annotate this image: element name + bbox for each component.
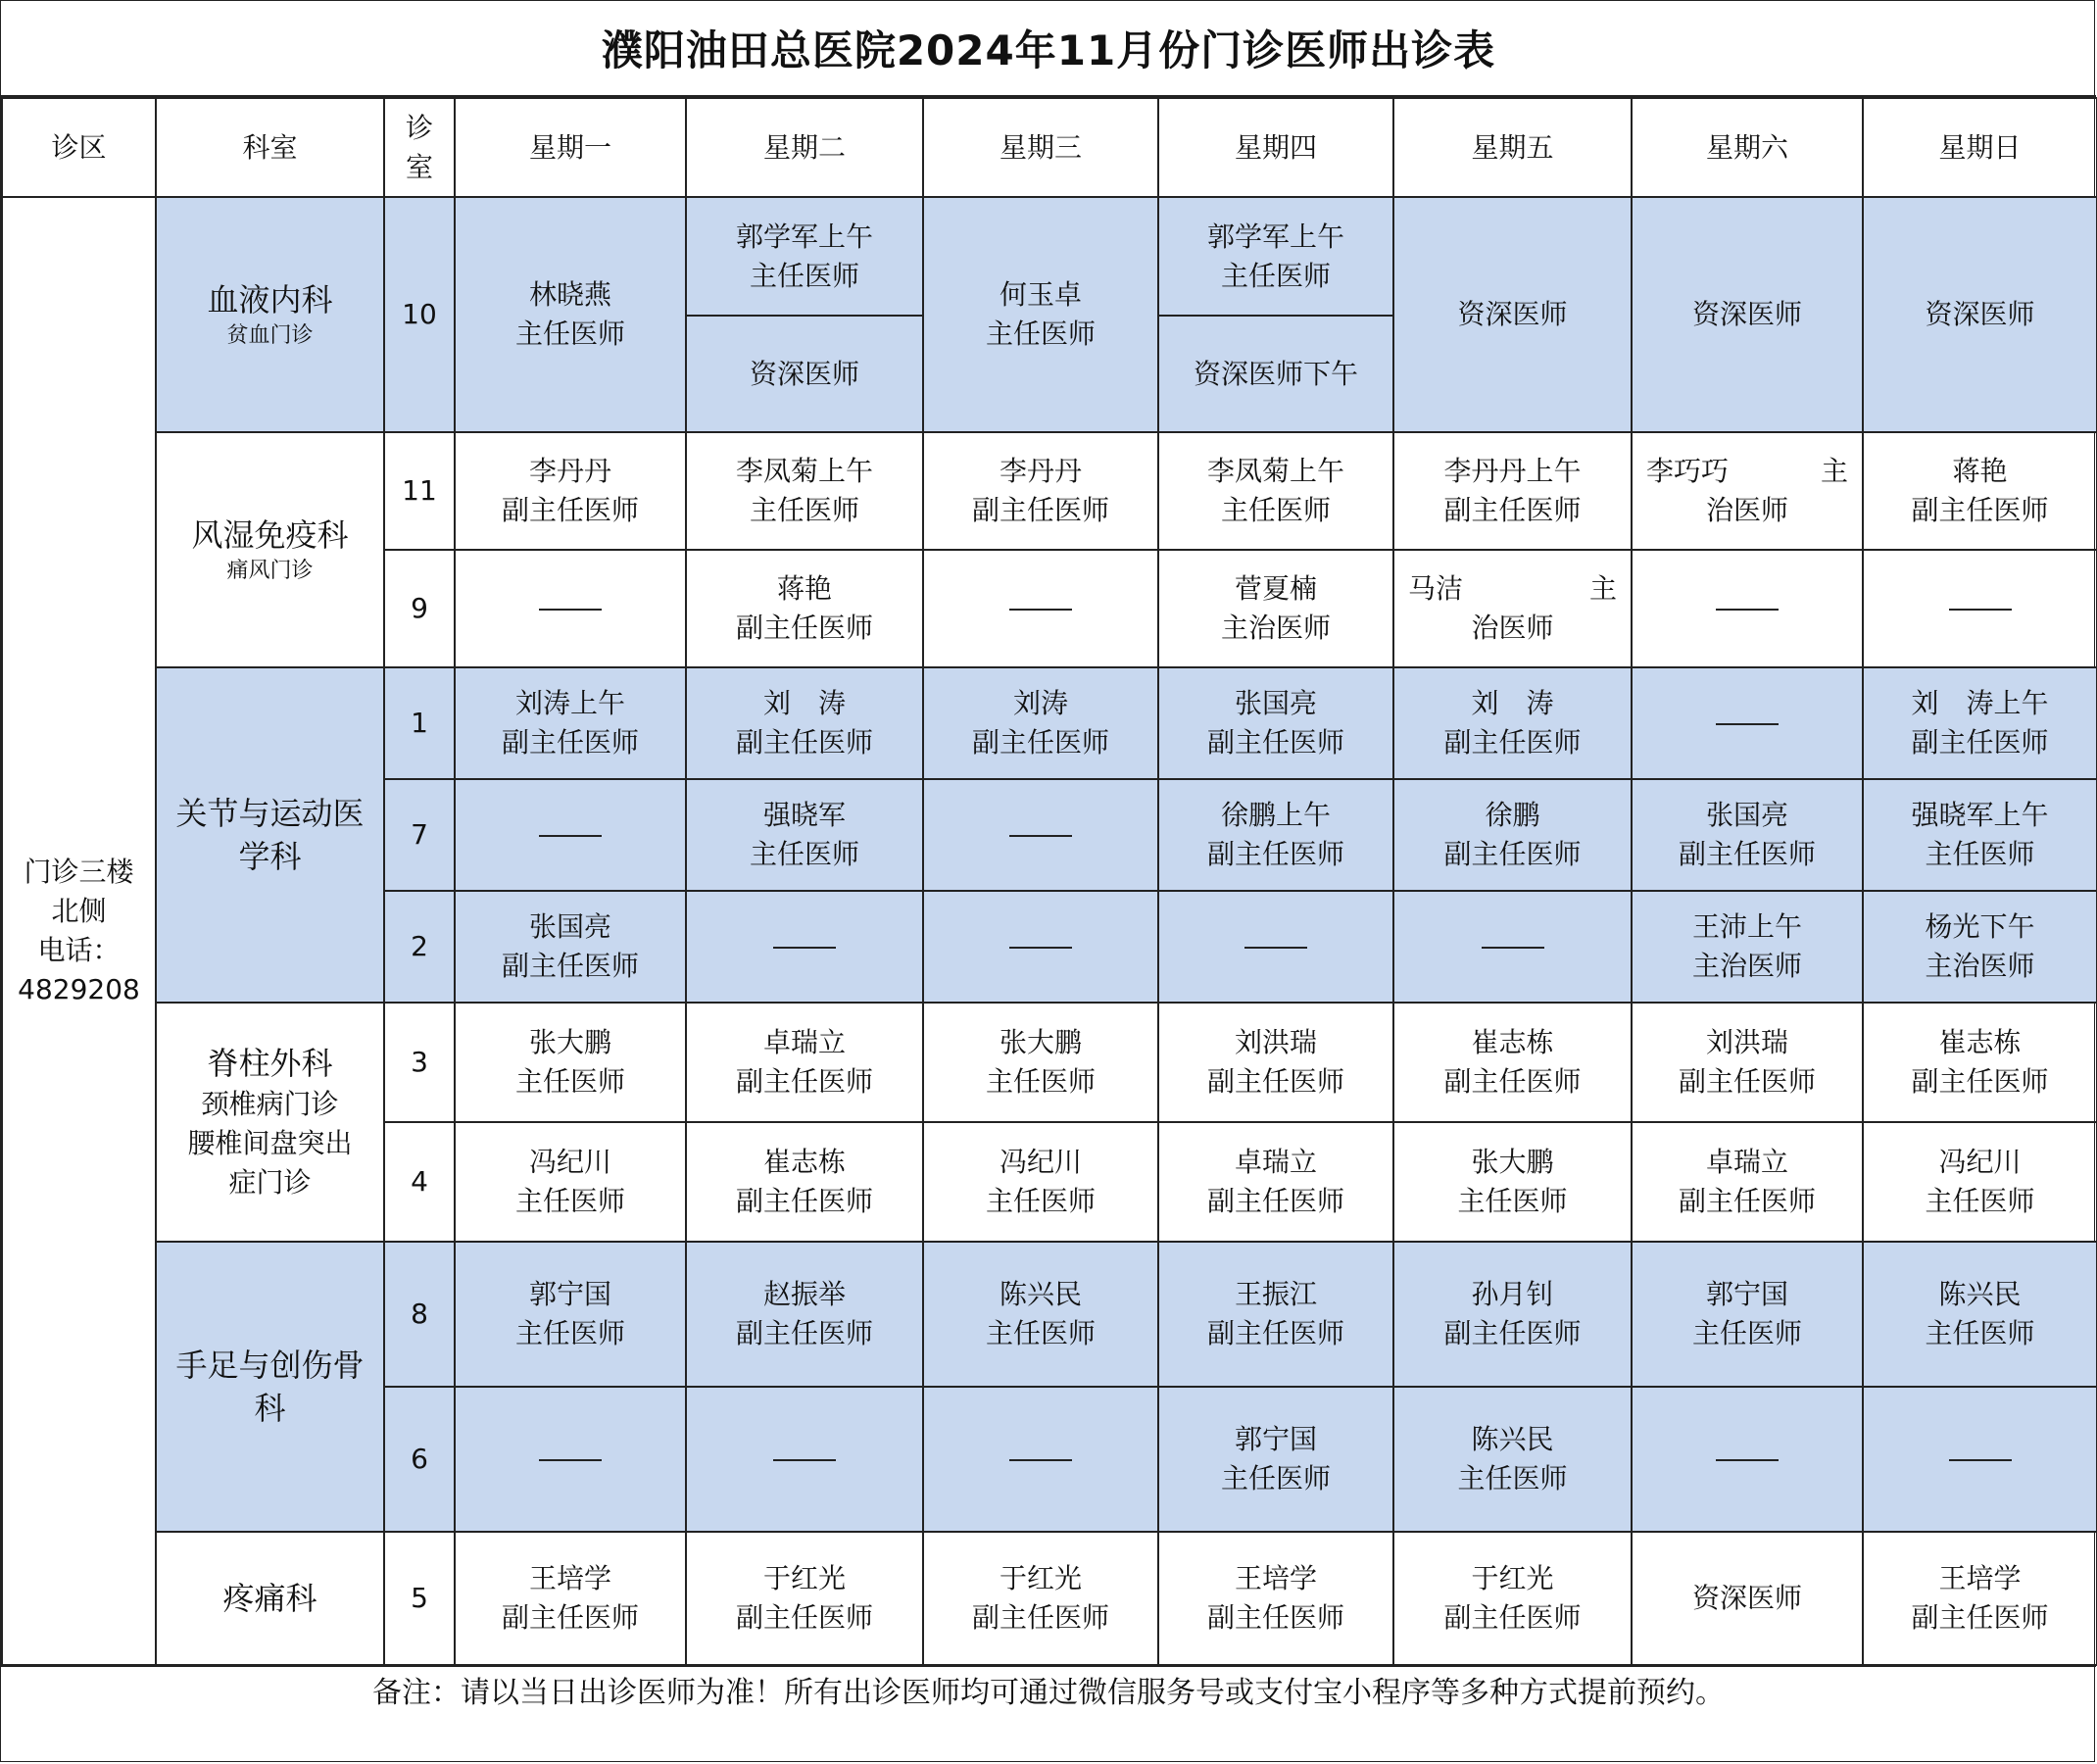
doctor-name: 菅夏楠: [1234, 572, 1317, 605]
empty-dash: [1009, 1459, 1072, 1461]
doctor-title: 主任医师: [1925, 1185, 2035, 1217]
empty-dash: [539, 609, 602, 611]
doctor-name: 崔志栋: [1471, 1026, 1554, 1058]
schedule-cell: [1393, 432, 1632, 550]
room-number: 5: [384, 1532, 455, 1665]
doctor-name: 刘 涛上午: [1911, 687, 2049, 719]
schedule-cell: 资深医师: [1632, 1532, 1863, 1665]
dept-rheumatology: [156, 432, 384, 667]
doctor-name: 林晓燕: [528, 278, 611, 311]
doctor-name: 于红光: [762, 1562, 846, 1594]
dept-sub: 颈椎病门诊: [201, 1088, 339, 1120]
doctor-name: 孙月钊: [1471, 1278, 1554, 1310]
doctor-name: 于红光: [1471, 1562, 1554, 1594]
doctor-title: 副主任医师: [1206, 1185, 1344, 1217]
header-row: [2, 98, 2097, 197]
table-row: [2, 432, 2097, 550]
doctor-title: 主任医师: [1925, 1317, 2035, 1349]
schedule-cell: [686, 779, 923, 891]
room-number: 8: [384, 1242, 455, 1387]
doctor-title: 副主任医师: [1206, 1065, 1344, 1098]
doctor-title: 治医师: [1471, 612, 1554, 644]
doctor-name: 王培学: [1938, 1562, 2022, 1594]
doctor-title: 副主任医师: [501, 950, 639, 982]
doctor-title: 副主任医师: [1443, 838, 1582, 870]
doctor-name: 张大鹏: [1471, 1146, 1554, 1178]
doctor-title: 副主任医师: [735, 1601, 873, 1634]
schedule-cell-empty: [923, 779, 1158, 891]
schedule-cell-empty: [923, 550, 1158, 667]
room-number: 2: [384, 891, 455, 1003]
schedule-cell: [1393, 1122, 1632, 1242]
doctor-name: 崔志栋: [762, 1146, 846, 1178]
schedule-cell: [1393, 1532, 1632, 1665]
schedule-cell: [686, 1242, 923, 1387]
schedule-cell: [455, 197, 686, 432]
doctor-name: 郭宁国: [1234, 1423, 1317, 1455]
schedule-cell-empty: [686, 1387, 923, 1532]
doctor-name: 王振江: [1234, 1278, 1317, 1310]
schedule-cell: [1863, 891, 2097, 1003]
schedule-cell: [1393, 550, 1632, 667]
empty-dash: [1716, 1459, 1779, 1461]
doctor-name: 张大鹏: [528, 1026, 611, 1058]
doctor-title: 主任医师: [514, 1065, 625, 1098]
schedule-cell: [455, 1532, 686, 1665]
dept-hematology: [156, 197, 384, 432]
schedule-cell: [923, 197, 1158, 432]
doctor-title: 主任医师: [1457, 1462, 1568, 1494]
schedule-cell: [1158, 1532, 1393, 1665]
schedule-cell: [1158, 1242, 1393, 1387]
schedule-cell: [1863, 1122, 2097, 1242]
empty-dash: [1482, 947, 1544, 949]
room-number: 3: [384, 1003, 455, 1122]
doctor-title: 副主任医师: [971, 494, 1109, 526]
schedule-cell: [1158, 197, 1393, 316]
doctor-title: 副主任医师: [971, 1601, 1109, 1634]
doctor-title: 副主任医师: [735, 1317, 873, 1349]
table-row: [2, 1242, 2097, 1387]
doctor-name: 卓瑞立: [1705, 1146, 1788, 1178]
dept-sub: 腰椎间盘突出: [187, 1127, 353, 1159]
dept-hand: [156, 1242, 384, 1532]
zone-cell: [2, 197, 156, 1665]
schedule-cell: [1393, 779, 1632, 891]
doctor-title: 主任医师: [749, 838, 859, 870]
doctor-name: 冯纪川: [999, 1146, 1082, 1178]
schedule-cell: [686, 1003, 923, 1122]
schedule-cell: [455, 432, 686, 550]
schedule-cell: 资深医师: [1632, 197, 1863, 432]
schedule-cell-empty: [1632, 1387, 1863, 1532]
room-number: 11: [384, 432, 455, 550]
doctor-name: 刘洪瑞: [1234, 1026, 1317, 1058]
doctor-name: 刘 涛: [762, 687, 846, 719]
header-day: 星期三: [923, 98, 1158, 197]
doctor-title: 副主任医师: [1206, 726, 1344, 759]
doctor-name: 卓瑞立: [762, 1026, 846, 1058]
doctor-title: 主任医师: [514, 1317, 625, 1349]
doctor-title: 主任医师: [749, 494, 859, 526]
table-row: [2, 197, 2097, 316]
header-room-line1: 诊: [405, 111, 433, 144]
doctor-name: 郭宁国: [1705, 1278, 1788, 1310]
schedule-cell: [1393, 1242, 1632, 1387]
schedule-cell-empty: [1863, 550, 2097, 667]
doctor-name: 马洁: [1408, 572, 1464, 605]
schedule-cell: [1863, 667, 2097, 779]
doctor-name: 陈兴民: [999, 1278, 1082, 1310]
schedule-cell: 资深医师: [1863, 197, 2097, 432]
doctor-title: 副主任医师: [735, 1185, 873, 1217]
schedule-cell: [455, 1003, 686, 1122]
schedule-cell: 资深医师: [686, 316, 923, 432]
doctor-name: 张国亮: [1705, 799, 1788, 831]
schedule-cell: 资深医师: [1393, 197, 1632, 432]
doctor-title: 主治医师: [1691, 950, 1802, 982]
dept-sub: 症门诊: [228, 1166, 312, 1199]
dept-sub: 贫血门诊: [226, 323, 314, 348]
schedule-cell: [1863, 1242, 2097, 1387]
schedule-cell: [686, 1122, 923, 1242]
header-day: 星期二: [686, 98, 923, 197]
doctor-title: 治医师: [1705, 494, 1788, 526]
empty-dash: [1949, 1459, 2012, 1461]
dept-name: 疼痛科: [222, 1580, 317, 1617]
schedule-cell: [1393, 1387, 1632, 1532]
doctor-title: 副主任医师: [1911, 1065, 2049, 1098]
dept-name: 手足与创伤骨: [175, 1347, 365, 1384]
zone-line: 电话：: [37, 934, 121, 966]
doctor-name: 李丹丹: [999, 455, 1082, 487]
doctor-title: 副主任医师: [1911, 1601, 2049, 1634]
schedule-cell: [1158, 432, 1393, 550]
doctor-title: 副主任医师: [1443, 1317, 1582, 1349]
schedule-cell: [923, 1003, 1158, 1122]
doctor-title: 主任医师: [514, 318, 625, 350]
room-number: 10: [384, 197, 455, 432]
doctor-name: 陈兴民: [1938, 1278, 2022, 1310]
schedule-cell: [1158, 779, 1393, 891]
room-number: 9: [384, 550, 455, 667]
doctor-name: 刘涛: [1012, 687, 1068, 719]
schedule-cell: [686, 667, 923, 779]
zone-phone: 4829208: [18, 973, 140, 1005]
doctor-title: 主任医师: [985, 1065, 1096, 1098]
doctor-title: 主任医师: [514, 1185, 625, 1217]
schedule-cell: [923, 667, 1158, 779]
doctor-name: 李凤菊上午: [735, 455, 873, 487]
schedule-cell-empty: [923, 891, 1158, 1003]
doctor-title: 副主任医师: [735, 612, 873, 644]
dept-pain: [156, 1532, 384, 1665]
doctor-title: 副主任医师: [971, 726, 1109, 759]
doctor-name: 王培学: [1234, 1562, 1317, 1594]
header-day: 星期一: [455, 98, 686, 197]
doctor-title: 副主任医师: [1678, 1185, 1816, 1217]
schedule-cell: [1158, 1387, 1393, 1532]
doctor-name: 郭学军上午: [735, 220, 873, 253]
doctor-title: 副主任医师: [501, 494, 639, 526]
schedule-cell: [1632, 1242, 1863, 1387]
dept-spine: [156, 1003, 384, 1242]
header-day: 星期六: [1632, 98, 1863, 197]
dept-name: 科: [254, 1390, 286, 1427]
dept-sub: 痛风门诊: [226, 559, 314, 583]
room-number: 6: [384, 1387, 455, 1532]
schedule-cell: [686, 1532, 923, 1665]
header-room-line2: 室: [405, 150, 433, 183]
doctor-name: 李巧巧: [1646, 455, 1730, 487]
doctor-title: 副主任医师: [1443, 494, 1582, 526]
doctor-title: 主任医师: [985, 318, 1096, 350]
doctor-name: 王沛上午: [1691, 910, 1802, 943]
room-number: 7: [384, 779, 455, 891]
doctor-title: 副主任医师: [735, 726, 873, 759]
doctor-name: 刘洪瑞: [1705, 1026, 1788, 1058]
schedule-cell: [1632, 1122, 1863, 1242]
schedule-cell-empty: [1632, 667, 1863, 779]
schedule-cell: [686, 197, 923, 316]
doctor-name: 陈兴民: [1471, 1423, 1554, 1455]
doctor-name: 刘涛上午: [514, 687, 625, 719]
table-row: [2, 667, 2097, 779]
header-zone: 诊区: [2, 98, 156, 197]
doctor-name: 李凤菊上午: [1206, 455, 1344, 487]
doctor-title: 主任医师: [1925, 838, 2035, 870]
header-day: 星期日: [1863, 98, 2097, 197]
schedule-cell: [923, 1532, 1158, 1665]
doctor-title: 主任医师: [1220, 494, 1331, 526]
schedule-cell: 资深医师下午: [1158, 316, 1393, 432]
doctor-name: 何玉卓: [999, 278, 1082, 311]
doctor-name: 强晓军: [762, 799, 846, 831]
doctor-title: 主任医师: [1457, 1185, 1568, 1217]
doctor-name: 张国亮: [1234, 687, 1317, 719]
schedule-cell: [1863, 432, 2097, 550]
schedule-cell: [1632, 1003, 1863, 1122]
empty-dash: [539, 835, 602, 837]
schedule-cell: [686, 432, 923, 550]
schedule-cell: [1158, 550, 1393, 667]
doctor-title: 副主任医师: [501, 726, 639, 759]
doctor-title: 主治医师: [1925, 950, 2035, 982]
doctor-name: 卓瑞立: [1234, 1146, 1317, 1178]
doctor-name: 李丹丹上午: [1443, 455, 1582, 487]
table-row: [2, 1003, 2097, 1122]
zone-line: 北侧: [51, 895, 107, 927]
schedule-cell: [923, 1122, 1158, 1242]
doctor-name: 崔志栋: [1938, 1026, 2022, 1058]
dept-name: 脊柱外科: [207, 1045, 333, 1082]
doctor-name: 张大鹏: [999, 1026, 1082, 1058]
schedule-cell-empty: [1158, 891, 1393, 1003]
doctor-title: 副主任医师: [1911, 726, 2049, 759]
doctor-title: 副主任医师: [1206, 1317, 1344, 1349]
header-room: [384, 98, 455, 197]
table-row: [2, 1532, 2097, 1665]
doctor-name: 王培学: [528, 1562, 611, 1594]
schedule-cell: [455, 1122, 686, 1242]
doctor-name: 杨光下午: [1925, 910, 2035, 943]
room-number: 1: [384, 667, 455, 779]
doctor-name: 徐鹏上午: [1220, 799, 1331, 831]
empty-dash: [1949, 609, 2012, 611]
doctor-title: 主任医师: [1220, 1462, 1331, 1494]
footer-note: 备注：请以当日出诊医师为准！所有出诊医师均可通过微信服务号或支付宝小程序等多种方式提前预约。: [1, 1665, 2096, 1763]
dept-name: 学科: [238, 838, 302, 875]
doctor-name: 郭学军上午: [1206, 220, 1344, 253]
doctor-name: 李丹丹: [528, 455, 611, 487]
schedule-table: [1, 97, 2097, 1666]
dept-name: 风湿免疫科: [191, 516, 349, 554]
doctor-name: 蒋艳: [1952, 455, 2008, 487]
schedule-cell: [455, 891, 686, 1003]
schedule-cell-empty: [1863, 1387, 2097, 1532]
doctor-title: 副主任医师: [735, 1065, 873, 1098]
empty-dash: [1716, 723, 1779, 725]
schedule-cell: [1158, 1122, 1393, 1242]
schedule-cell-empty: [1632, 550, 1863, 667]
schedule-cell-empty: [455, 779, 686, 891]
schedule-cell: [1632, 891, 1863, 1003]
doctor-name: 郭宁国: [528, 1278, 611, 1310]
doctor-title: 主任医师: [1220, 259, 1331, 292]
doctor-title: 副主任医师: [1206, 1601, 1344, 1634]
doctor-name: 冯纪川: [1938, 1146, 2022, 1178]
schedule-cell: [1158, 1003, 1393, 1122]
schedule-cell-empty: [923, 1387, 1158, 1532]
schedule-cell-empty: [455, 550, 686, 667]
schedule-cell: [1393, 1003, 1632, 1122]
doctor-title: 主任医师: [985, 1317, 1096, 1349]
dept-name: 血液内科: [207, 281, 333, 318]
doctor-title: 副主任医师: [501, 1601, 639, 1634]
doctor-name: 冯纪川: [528, 1146, 611, 1178]
doctor-title: 主任医师: [985, 1185, 1096, 1217]
doctor-name: 于红光: [999, 1562, 1082, 1594]
doctor-title: 副主任医师: [1678, 838, 1816, 870]
schedule-cell-empty: [1393, 891, 1632, 1003]
doctor-name: 蒋艳: [776, 572, 832, 605]
doctor-title-part: 主: [1588, 572, 1617, 605]
doctor-title: 主治医师: [1220, 612, 1331, 644]
room-number: 4: [384, 1122, 455, 1242]
schedule-cell: [1158, 667, 1393, 779]
header-day: 星期五: [1393, 98, 1632, 197]
schedule-cell: [1632, 432, 1863, 550]
page-title: 濮阳油田总医院2024年11月份门诊医师出诊表: [1, 1, 2096, 97]
schedule-cell: [1393, 667, 1632, 779]
doctor-title: 副主任医师: [1443, 1601, 1582, 1634]
doctor-title-part: 主: [1820, 455, 1848, 487]
zone-line: 门诊三楼: [24, 856, 134, 888]
schedule-cell-empty: [686, 891, 923, 1003]
header-day: 星期四: [1158, 98, 1393, 197]
empty-dash: [773, 947, 836, 949]
doctor-title: 副主任医师: [1678, 1065, 1816, 1098]
doctor-name: 张国亮: [528, 910, 611, 943]
schedule-cell: [1632, 779, 1863, 891]
empty-dash: [1244, 947, 1307, 949]
schedule-cell: [1863, 1532, 2097, 1665]
empty-dash: [773, 1459, 836, 1461]
doctor-name: 赵振举: [762, 1278, 846, 1310]
schedule-cell: [455, 1242, 686, 1387]
empty-dash: [1009, 835, 1072, 837]
empty-dash: [539, 1459, 602, 1461]
header-dept: 科室: [156, 98, 384, 197]
empty-dash: [1716, 609, 1779, 611]
doctor-title: 主任医师: [1691, 1317, 1802, 1349]
schedule-cell: [455, 667, 686, 779]
empty-dash: [1009, 947, 1072, 949]
doctor-title: 副主任医师: [1911, 494, 2049, 526]
dept-joint: [156, 667, 384, 1003]
doctor-name: 刘 涛: [1471, 687, 1554, 719]
schedule-cell: [923, 432, 1158, 550]
schedule-cell: [1863, 779, 2097, 891]
doctor-name: 徐鹏: [1485, 799, 1540, 831]
doctor-title: 副主任医师: [1443, 726, 1582, 759]
doctor-title: 副主任医师: [1443, 1065, 1582, 1098]
schedule-cell: [1863, 1003, 2097, 1122]
empty-dash: [1009, 609, 1072, 611]
schedule-cell: [923, 1242, 1158, 1387]
schedule-cell: [686, 550, 923, 667]
doctor-name: 强晓军上午: [1911, 799, 2049, 831]
dept-name: 关节与运动医: [175, 795, 365, 832]
doctor-title: 副主任医师: [1206, 838, 1344, 870]
schedule-cell-empty: [455, 1387, 686, 1532]
doctor-title: 主任医师: [749, 259, 859, 292]
